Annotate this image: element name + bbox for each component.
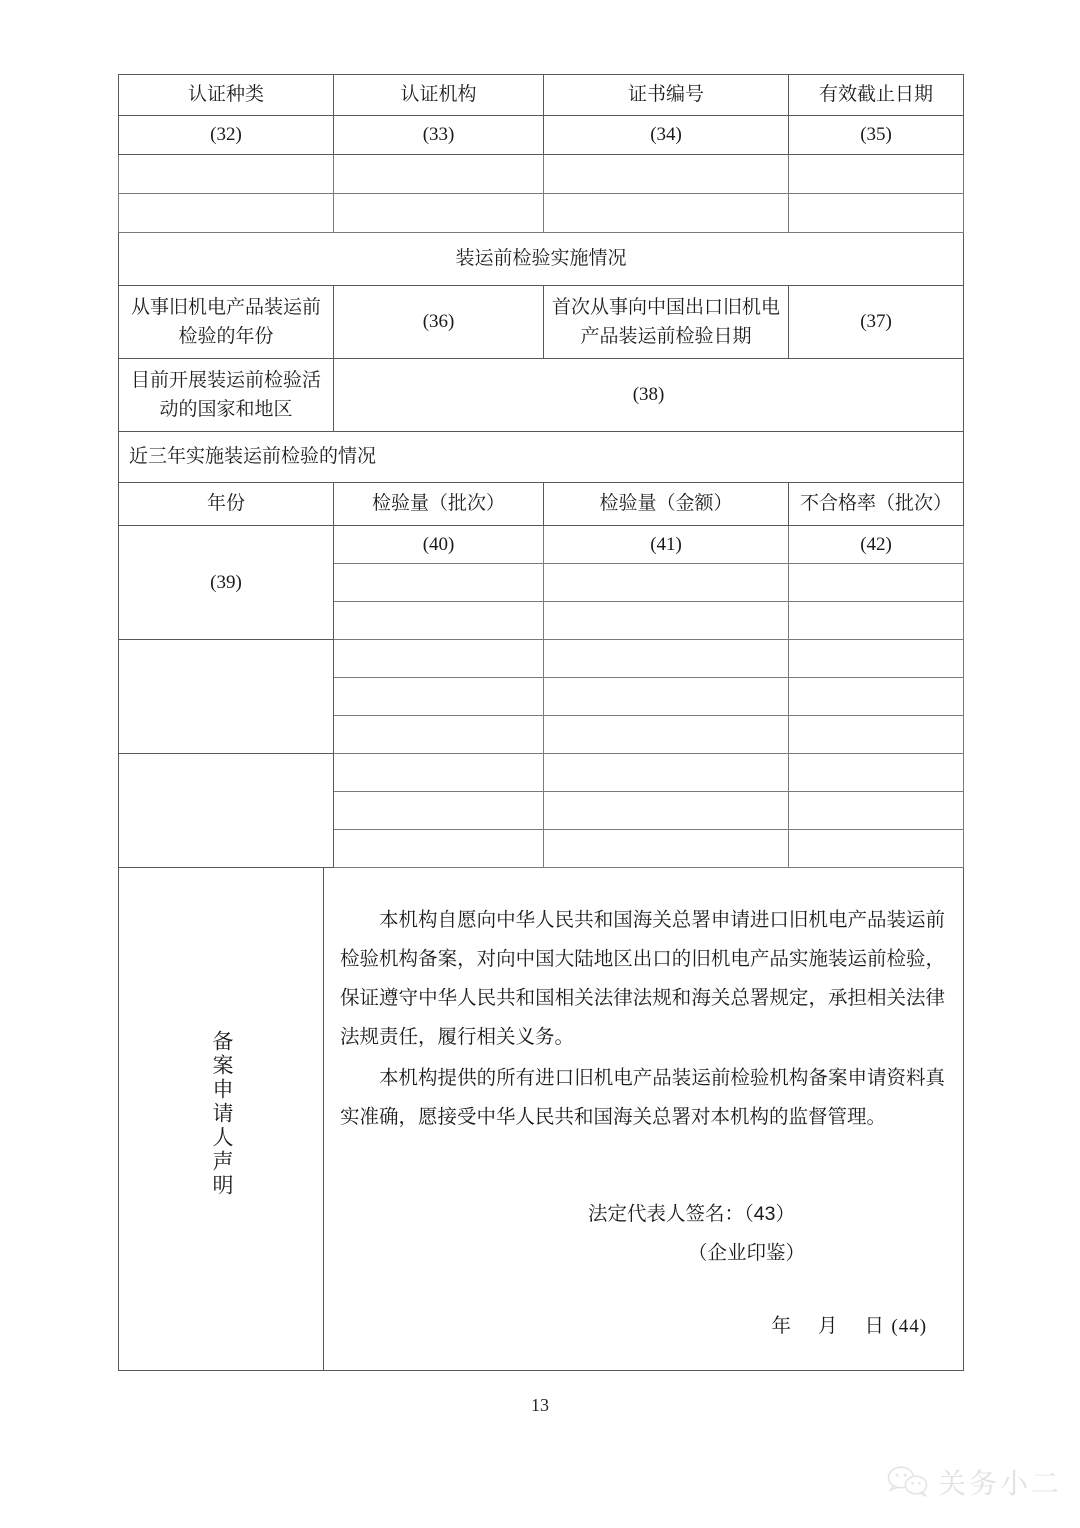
declaration-row — [119, 868, 964, 1371]
stats-header-row — [119, 483, 964, 526]
stats-cell[interactable] — [334, 792, 544, 830]
declaration-side-label: 备案申请人声明 — [210, 1030, 234, 1199]
stats-cell[interactable] — [334, 678, 544, 716]
stats-cell[interactable] — [334, 754, 544, 792]
cert-header-expiry: 有效截止日期 — [789, 75, 964, 116]
stats-cell[interactable] — [544, 602, 789, 640]
year-of-inspection-code-36: (36) — [334, 286, 544, 359]
cert-blank-cell[interactable] — [334, 194, 544, 233]
cert-code-row — [119, 116, 964, 155]
pre-shipment-countries-row — [119, 359, 964, 432]
cert-blank-row — [119, 194, 964, 233]
stats-cell[interactable] — [789, 678, 964, 716]
stats-cell[interactable] — [789, 830, 964, 868]
stats-row — [119, 526, 964, 564]
stats-cell[interactable] — [544, 792, 789, 830]
countries-regions-code-38: (38) — [334, 359, 964, 432]
legal-representative-signature[interactable]: 法定代表人签名：（43） — [588, 1202, 795, 1225]
cert-blank-cell[interactable] — [119, 194, 334, 233]
stats-cell[interactable] — [334, 716, 544, 754]
pre-shipment-section-row — [119, 233, 964, 286]
date-code-44: (44) — [891, 1315, 928, 1337]
cert-blank-cell[interactable] — [789, 155, 964, 194]
signature-block — [340, 1195, 945, 1346]
stats-row — [119, 640, 964, 678]
cert-code-32: (32) — [119, 116, 334, 155]
stats-cell[interactable] — [334, 640, 544, 678]
stats-year-code-39: (39) — [119, 526, 334, 640]
stats-header-year: 年份 — [119, 483, 334, 526]
stats-cell[interactable] — [789, 640, 964, 678]
stats-code-40: (40) — [334, 526, 544, 564]
stats-header-amount: 检验量（金额） — [544, 483, 789, 526]
pre-shipment-year-row — [119, 286, 964, 359]
cert-blank-cell[interactable] — [334, 155, 544, 194]
cert-header-agency: 认证机构 — [334, 75, 544, 116]
date-year-label: 年 — [771, 1314, 792, 1337]
recent-years-note-row — [119, 432, 964, 483]
stats-cell[interactable] — [334, 602, 544, 640]
stats-header-batches: 检验量（批次） — [334, 483, 544, 526]
cert-code-34: (34) — [544, 116, 789, 155]
cert-header-type: 认证种类 — [119, 75, 334, 116]
page-number: 13 — [531, 1395, 549, 1415]
stats-code-41: (41) — [544, 526, 789, 564]
watermark-text: 关务小二 — [937, 1468, 1062, 1499]
cert-code-35: (35) — [789, 116, 964, 155]
stats-cell[interactable] — [334, 564, 544, 602]
date-day-label: 日 — [864, 1314, 885, 1337]
stats-year-cell[interactable] — [119, 754, 334, 868]
declaration-date-line[interactable] — [340, 1307, 945, 1346]
cert-blank-cell[interactable] — [544, 155, 789, 194]
stats-cell[interactable] — [789, 602, 964, 640]
stats-cell[interactable] — [544, 678, 789, 716]
first-export-inspection-label: 首次从事向中国出口旧机电产品装运前检验日期 — [544, 286, 789, 359]
cert-blank-row — [119, 155, 964, 194]
application-form-table — [118, 74, 964, 1371]
stats-cell[interactable] — [544, 640, 789, 678]
watermark — [887, 1462, 1062, 1502]
cert-blank-cell[interactable] — [789, 194, 964, 233]
recent-years-note: 近三年实施装运前检验的情况 — [119, 432, 964, 483]
stats-cell[interactable] — [544, 564, 789, 602]
declaration-body — [324, 868, 964, 1371]
date-month-label: 月 — [817, 1314, 839, 1337]
stats-cell[interactable] — [544, 754, 789, 792]
declaration-side-label-cell — [119, 868, 324, 1371]
wechat-icon — [887, 1465, 929, 1499]
declaration-paragraph-2: 本机构提供的所有进口旧机电产品装运前检验机构备案申请资料真实准确，愿接受中华人民共和国海关总署对本机构的监督管理。 — [340, 1066, 946, 1128]
stats-header-failrate: 不合格率（批次） — [789, 483, 964, 526]
cert-header-number: 证书编号 — [544, 75, 789, 116]
stats-cell[interactable] — [544, 830, 789, 868]
company-seal-label: （企业印鉴） — [688, 1241, 806, 1264]
first-export-inspection-code-37: (37) — [789, 286, 964, 359]
stats-cell[interactable] — [789, 716, 964, 754]
stats-row — [119, 754, 964, 792]
cert-blank-cell[interactable] — [119, 155, 334, 194]
stats-cell[interactable] — [789, 754, 964, 792]
stats-cell[interactable] — [789, 564, 964, 602]
countries-regions-label: 目前开展装运前检验活动的国家和地区 — [119, 359, 334, 432]
cert-header-row — [119, 75, 964, 116]
cert-code-33: (33) — [334, 116, 544, 155]
cert-blank-cell[interactable] — [544, 194, 789, 233]
pre-shipment-section-title: 装运前检验实施情况 — [119, 233, 964, 286]
declaration-paragraph-1: 本机构自愿向中华人民共和国海关总署申请进口旧机电产品装运前检验机构备案，对向中国大陆地区出口的旧机电产品实施装运前检验，保证遵守中华人民共和国相关法律法规和海关总署规定，承担相关法律法规责任，履行相关义务。 — [340, 908, 946, 1048]
year-of-inspection-label: 从事旧机电产品装运前检验的年份 — [119, 286, 334, 359]
stats-cell[interactable] — [789, 792, 964, 830]
stats-year-cell[interactable] — [119, 640, 334, 754]
stats-cell[interactable] — [334, 830, 544, 868]
stats-code-42: (42) — [789, 526, 964, 564]
stats-cell[interactable] — [544, 716, 789, 754]
